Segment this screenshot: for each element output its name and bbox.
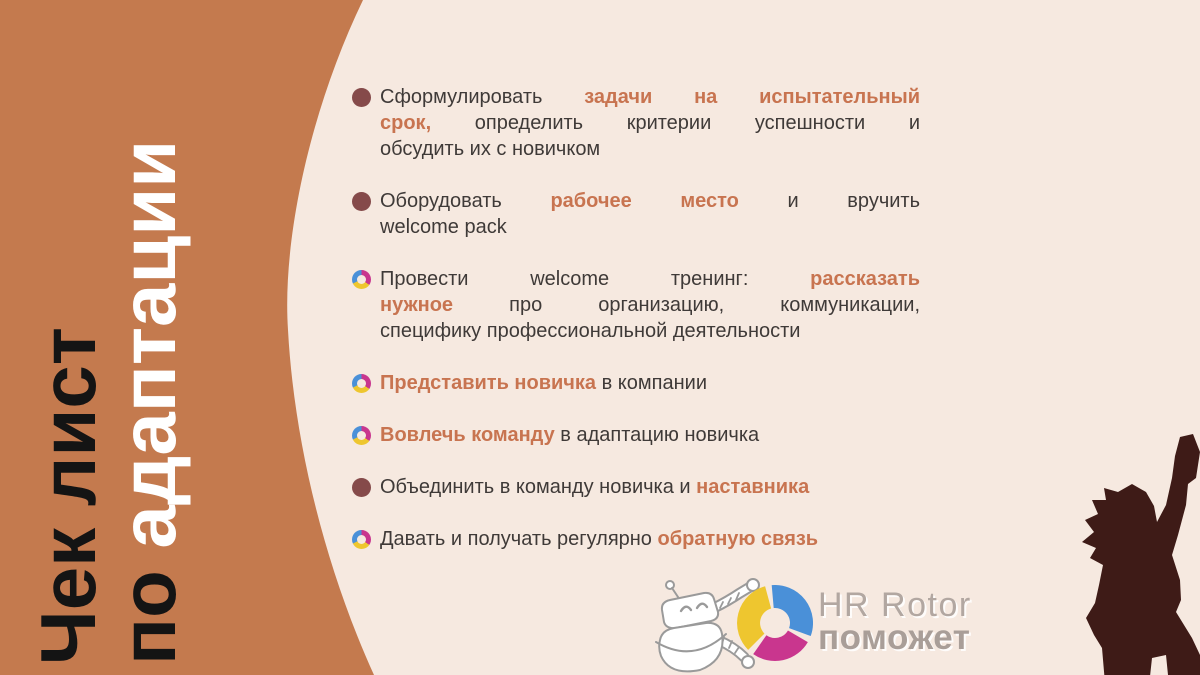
- plain-phrase: в адаптацию новичка: [554, 424, 760, 446]
- plain-phrase: про организацию, коммуникации,: [453, 294, 920, 316]
- sunset-photo: [970, 0, 1200, 675]
- title-text-black: Чек лист: [24, 327, 112, 665]
- rotor-logo-icon: [737, 585, 813, 661]
- ring-hole: [357, 431, 366, 440]
- highlighted-phrase: рассказать: [810, 268, 920, 290]
- tricolor-ring-bullet-icon: [352, 374, 371, 393]
- solid-bullet-icon: [352, 88, 371, 107]
- checklist-item-text: [380, 266, 920, 344]
- checklist-item-text: [380, 422, 920, 448]
- checklist-item-line: [380, 110, 920, 136]
- checklist-item-line: [380, 266, 920, 292]
- highlighted-phrase: обратную связь: [657, 528, 819, 550]
- solid-bullet-icon: [352, 192, 371, 211]
- plain-phrase: в компании: [596, 372, 707, 394]
- checklist-item: [352, 526, 922, 552]
- ring-hole: [357, 535, 366, 544]
- checklist-item: [352, 188, 922, 240]
- checklist-item: [352, 84, 922, 162]
- checklist-item: [352, 370, 922, 396]
- ring-hole: [357, 275, 366, 284]
- checklist-item-line: [380, 474, 920, 500]
- plain-phrase: специфику профессиональной деятельности: [380, 320, 801, 342]
- plain-phrase: Провести welcome тренинг:: [380, 268, 811, 290]
- checklist-item-text: [380, 526, 920, 552]
- highlighted-phrase: срок,: [380, 112, 432, 134]
- brand-name: HR Rotor: [818, 586, 972, 624]
- checklist-item-line: [380, 318, 920, 344]
- checklist-item: [352, 474, 922, 500]
- plain-phrase: определить критерии успешности и: [431, 112, 920, 134]
- plain-phrase: Сформулировать: [380, 86, 585, 108]
- checklist-item-line: [380, 84, 920, 110]
- highlighted-phrase: Представить новичка: [380, 372, 597, 394]
- checklist-item-line: [380, 526, 920, 552]
- title-text-white: адаптации: [104, 139, 192, 549]
- checklist-item-text: [380, 84, 920, 162]
- highlighted-phrase: наставника: [696, 476, 810, 498]
- checklist-item-text: [380, 474, 920, 500]
- checklist-item-line: [380, 136, 920, 162]
- title-text-black-2: по: [104, 548, 192, 665]
- checklist-item: [352, 266, 922, 344]
- title-line-2: [104, 81, 192, 665]
- plain-phrase: welcome pack: [380, 216, 507, 238]
- title-line-1: [24, 81, 112, 665]
- plain-phrase: обсудить их с новичком: [380, 138, 601, 160]
- highlighted-phrase: нужное: [380, 294, 454, 316]
- highlighted-phrase: задачи на испытательный: [584, 86, 920, 108]
- woman-silhouette-icon: [970, 0, 1200, 675]
- ring-hole: [357, 379, 366, 388]
- tricolor-ring-bullet-icon: [352, 530, 371, 549]
- plain-phrase: Давать и получать регулярно: [380, 528, 658, 550]
- checklist-item-line: [380, 292, 920, 318]
- checklist-item-text: [380, 188, 920, 240]
- highlighted-phrase: рабочее место: [550, 190, 739, 212]
- checklist-item-line: [380, 422, 920, 448]
- highlighted-phrase: Вовлечь команду: [380, 424, 555, 446]
- tricolor-ring-bullet-icon: [352, 426, 371, 445]
- plain-phrase: Объединить в команду новичка и: [380, 476, 697, 498]
- checklist: [352, 84, 922, 578]
- plain-phrase: Оборудовать: [380, 190, 551, 212]
- page-title: [24, 81, 192, 665]
- brand-text: [818, 586, 1038, 657]
- brand-tagline: поможет: [818, 618, 971, 657]
- checklist-item-line: [380, 188, 920, 214]
- checklist-item-line: [380, 370, 920, 396]
- solid-bullet-icon: [352, 478, 371, 497]
- tricolor-ring-bullet-icon: [352, 270, 371, 289]
- checklist-item-text: [380, 370, 920, 396]
- plain-phrase: и вручить: [738, 190, 920, 212]
- checklist-item: [352, 422, 922, 448]
- checklist-item-line: [380, 214, 920, 240]
